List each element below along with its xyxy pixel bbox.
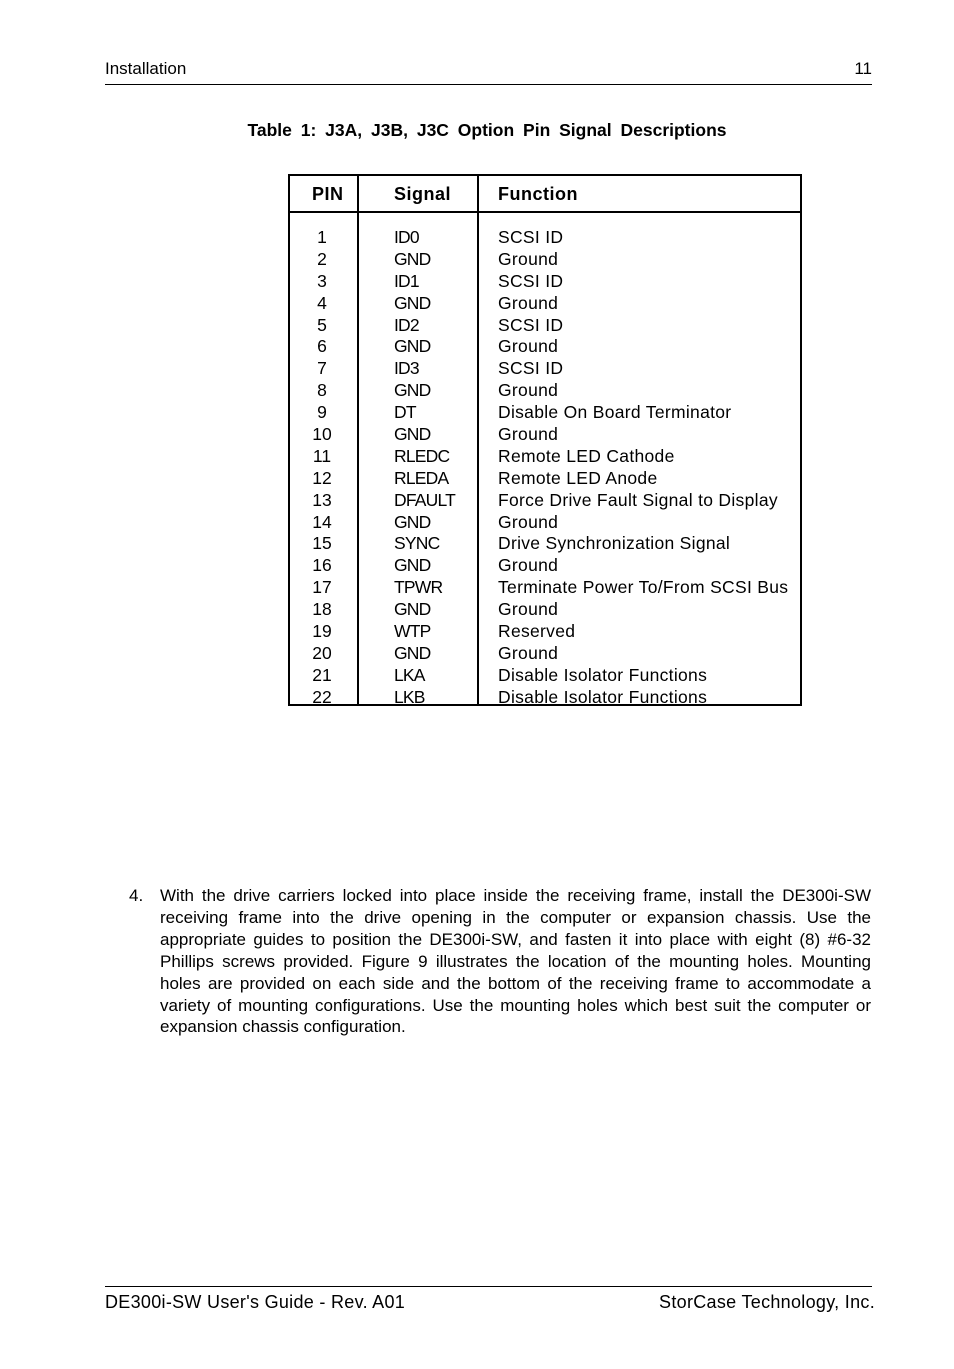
table-row [290,468,800,490]
signal-name: ID2 [394,314,419,335]
table-body [290,227,800,709]
pin-number: 15 [312,533,332,554]
signal-name: LKB [394,686,425,707]
signal-name: TPWR [394,577,443,598]
table-row [290,577,800,599]
signal-name: DFAULT [394,489,455,510]
header-rule [105,84,872,85]
table-row [290,402,800,424]
table-row [290,446,800,468]
function-description: Ground [498,292,559,313]
column-header-pin: PIN [312,184,344,204]
signal-name: ID3 [394,358,419,379]
signal-name: GND [394,248,431,269]
pin-number: 11 [312,445,332,466]
signal-name: GND [394,511,431,532]
table-row [290,490,800,512]
signal-name: SYNC [394,533,440,554]
function-description: Ground [498,555,559,576]
pin-number: 1 [317,227,327,247]
table-row [290,621,800,643]
function-description: Disable Isolator Functions [498,686,708,707]
pin-number: 13 [312,489,332,510]
function-description: Ground [498,248,559,269]
function-description: SCSI ID [498,358,564,379]
table-row [290,227,800,249]
signal-name: GND [394,642,431,663]
pin-signal-table [288,174,802,706]
signal-name: DT [394,402,416,423]
signal-name: GND [394,599,431,620]
pin-number: 20 [312,642,332,663]
footer-rule [105,1286,872,1287]
table-row [290,533,800,555]
function-description: Ground [498,599,559,620]
table-row [290,336,800,358]
table-row [290,249,800,271]
function-description: Ground [498,424,559,445]
header-divider [290,211,800,213]
table-row [290,293,800,315]
function-description: Ground [498,336,559,357]
signal-name: GND [394,555,431,576]
table-row [290,380,800,402]
signal-name: RLEDA [394,467,449,488]
table-row [290,512,800,534]
table-row [290,555,800,577]
column-header-signal: Signal [394,184,452,204]
signal-name: ID1 [394,270,419,291]
table-row [290,643,800,665]
table-row [290,599,800,621]
pin-number: 18 [312,599,332,620]
function-description: Ground [498,642,559,663]
function-description: SCSI ID [498,314,564,335]
pin-number: 14 [312,511,332,532]
pin-number: 22 [312,686,332,707]
signal-name: GND [394,380,431,401]
running-header-section: Installation [105,59,187,78]
table-row [290,665,800,687]
footer-company: StorCase Technology, Inc. [659,1292,875,1312]
footer-document-title: DE300i-SW User's Guide - Rev. A01 [105,1292,406,1312]
pin-number: 8 [317,380,327,401]
signal-name: RLEDC [394,445,450,466]
signal-name: LKA [394,664,425,685]
pin-number: 17 [312,577,332,598]
pin-number: 6 [317,336,327,357]
function-description: Drive Synchronization Signal [498,533,731,554]
column-header-function: Function [498,184,578,204]
function-description: SCSI ID [498,270,564,291]
function-description: Ground [498,511,559,532]
function-description: Remote LED Cathode [498,445,675,466]
function-description: Disable On Board Terminator [498,402,732,423]
table-caption: Table 1: J3A, J3B, J3C Option Pin Signal Descriptions [247,120,727,140]
pin-number: 9 [317,402,327,423]
pin-number: 10 [312,424,332,445]
function-description: Disable Isolator Functions [498,664,708,685]
pin-number: 21 [312,664,332,685]
table-row [290,358,800,380]
pin-number: 5 [317,314,327,335]
signal-name: WTP [394,621,431,642]
table-row [290,271,800,293]
table-row [290,315,800,337]
pin-number: 12 [312,467,332,488]
function-description: Force Drive Fault Signal to Display [498,489,778,510]
step-text: With the drive carriers locked into place inside the receiving frame, install the DE300i-SW receiving frame into the drive opening in the computer or expansion chassis. Use the appropriate guides to position the DE300i-SW, and fasten it into place with eight (8) #6-32 Phillips screws provided. Figure 9 illustrates the location of the mounting holes. Mounting holes are provided on each side and the bottom of the receiving frame to accommodate a variety of mounting configurations. Use the mounting holes which best suit the computer or expansion chassis configuration. [160,886,871,1037]
pin-number: 3 [317,270,327,291]
signal-name: GND [394,336,431,357]
pin-number: 7 [317,358,327,379]
table-row [290,424,800,446]
table-row [290,687,800,709]
pin-number: 16 [312,555,332,576]
pin-number: 4 [317,292,327,313]
function-description: Reserved [498,621,576,642]
signal-name: ID0 [394,227,419,247]
function-description: SCSI ID [498,227,564,247]
step-number: 4. [129,886,144,905]
pin-number: 19 [312,621,332,642]
function-description: Terminate Power To/From SCSI Bus [498,577,789,598]
page-number: 11 [854,59,872,78]
signal-name: GND [394,424,431,445]
function-description: Ground [498,380,559,401]
signal-name: GND [394,292,431,313]
function-description: Remote LED Anode [498,467,658,488]
pin-number: 2 [317,248,327,269]
